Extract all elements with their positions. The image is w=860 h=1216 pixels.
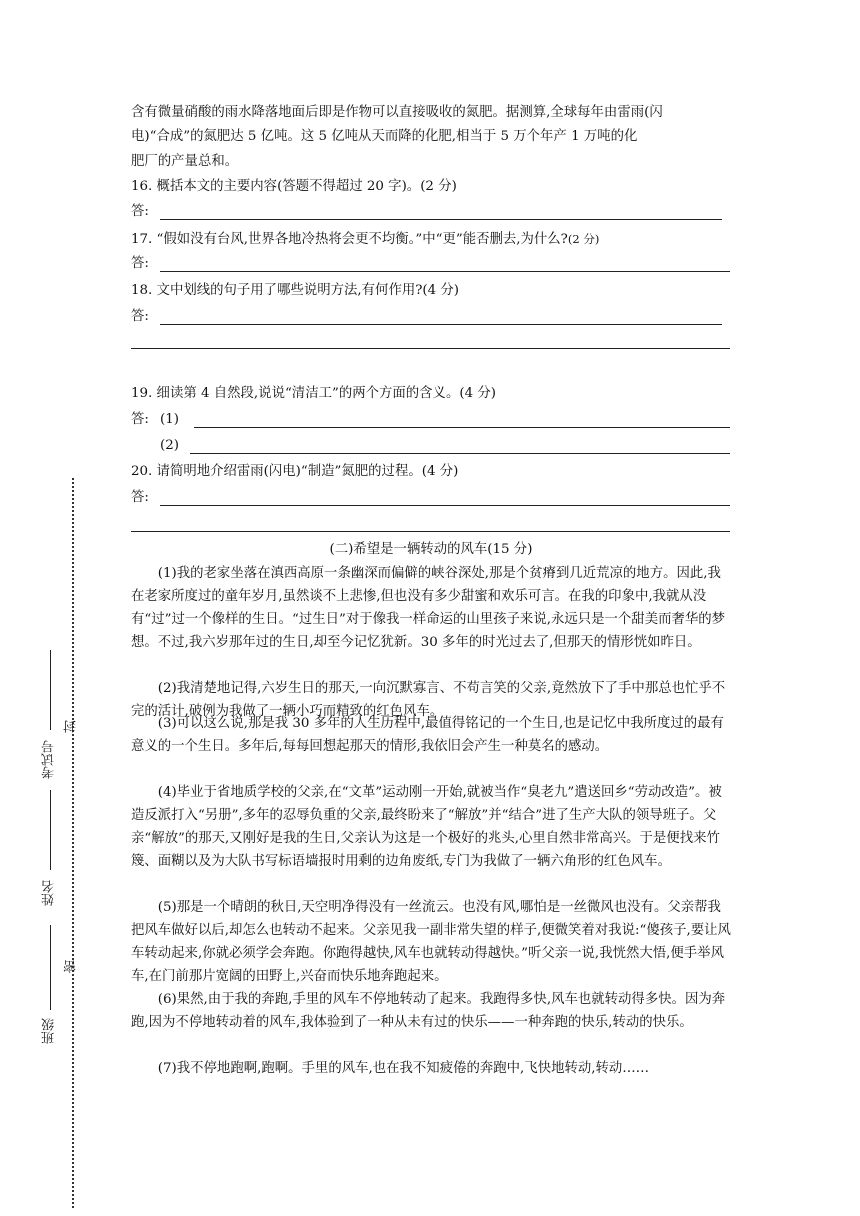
answer-label-20: 答: bbox=[131, 490, 149, 505]
section-2-title: (二)希望是一辆转动的风车(15 分) bbox=[329, 542, 533, 557]
paragraph-1: (1)我的老家坐落在滇西高原一条幽深而偏僻的峡谷深处,那是个贫瘠到几近荒凉的地方。因此,我在老家所度过的童年岁月,虽然谈不上悲惨,但也没有多少甜蜜和欢乐可言。在我的印象中,我就从没有“过”过一个像样的生日。“过生日”对于像我一样命运的山里孩子来说,永远只是一个甜美而奢华的梦想。不过,我六岁那年过的生日,却至今记忆犹新。30 多年的时光过去了,但那天的情形恍如昨日。 bbox=[131, 566, 726, 650]
exam-number-field[interactable] bbox=[50, 650, 51, 730]
question-19: 19. 细读第 4 自然段,说说“清洁工”的两个方面的含义。(4 分) bbox=[131, 386, 496, 401]
passage-line-1: 含有微量硝酸的雨水降落地面后即是作物可以直接吸收的氮肥。据测算,全球每年由雷雨(闪 bbox=[131, 105, 663, 120]
answer-line-18a[interactable] bbox=[160, 324, 722, 325]
answer-line-19-2[interactable] bbox=[190, 453, 730, 454]
answer-line-20b[interactable] bbox=[131, 531, 730, 532]
binding-dotted-line bbox=[72, 478, 74, 1208]
class-field[interactable] bbox=[50, 925, 51, 1010]
answer-label-17: 答: bbox=[131, 256, 149, 271]
question-17 bbox=[131, 228, 731, 251]
answer-label-16: 答: bbox=[131, 204, 149, 219]
passage-line-3: 肥厂的产量总和。 bbox=[131, 154, 239, 169]
question-17-score: (2 分) bbox=[567, 232, 600, 246]
paragraph-4: (4)毕业于省地质学校的父亲,在“文革”运动刚一开始,就被当作“臭老九”遣送回乡“劳动改造”。被造反派打入“另册”,多年的忍辱负重的父亲,最终盼来了“解放”并“结合”进了生产大队的领导班子。父亲“解放”的那天,又刚好是我的生日,父亲认为这是一个极好的兆头,心里自然非常高兴。于是便找来竹篾、面糊以及为大队书写标语墙报时用剩的边角废纸,专门为我做了一辆六角形的红色风车。 bbox=[131, 785, 722, 869]
name-field[interactable] bbox=[50, 790, 51, 870]
question-20: 20. 请简明地介绍雷雨(闪电)“制造”氮肥的过程。(4 分) bbox=[131, 464, 459, 479]
seal-mark: 封 bbox=[64, 720, 79, 733]
question-18: 18. 文中划线的句子用了哪些说明方法,有何作用?(4 分) bbox=[131, 283, 460, 298]
answer-line-16[interactable] bbox=[160, 219, 722, 220]
paragraph-6: (6)果然,由于我的奔跑,手里的风车不停地转动了起来。我跑得多快,风车也就转动得多快。因为奔跑,因为不停地转动着的风车,我体验到了一种从未有过的快乐——一种奔跑的快乐,转动的快乐。 bbox=[131, 992, 726, 1030]
passage-line-2: 电)“合成”的氮肥达 5 亿吨。这 5 亿吨从天而降的化肥,相当于 5 万个年产 1 万吨的化 bbox=[131, 129, 638, 144]
answer-line-19-1[interactable] bbox=[194, 427, 730, 428]
name-label: 姓名 bbox=[42, 880, 57, 906]
secret-mark: 密 bbox=[64, 960, 79, 973]
sub-answer-2-label: (2) bbox=[160, 438, 179, 453]
answer-label-18: 答: bbox=[131, 309, 149, 324]
answer-label-19: 答: bbox=[131, 412, 149, 427]
answer-line-18b[interactable] bbox=[131, 348, 730, 349]
paragraph-7: (7)我不停地跑啊,跑啊。手里的风车,也在我不知疲倦的奔跑中,飞快地转动,转动…… bbox=[157, 1061, 650, 1076]
question-17-text: 17. “假如没有台风,世界各地冷热将会更不均衡。”中“更”能否删去,为什么? bbox=[131, 232, 568, 247]
question-16: 16. 概括本文的主要内容(答题不得超过 20 字)。(2 分) bbox=[131, 179, 457, 194]
paragraph-5: (5)那是一个晴朗的秋日,天空明净得没有一丝流云。也没有风,哪怕是一丝微风也没有。父亲帮我把风车做好以后,却怎么也转动不起来。父亲见我一副非常失望的样子,便微笑着对我说:“傻孩子,要让风车转动起来,你就必须学会奔跑。你跑得越快,风车也就转动得越快。”听父亲一说,我恍然大悟,便手举风车,在门前那片宽阔的田野上,兴奋而快乐地奔跑起来。 bbox=[131, 900, 731, 984]
sub-answer-1-label: (1) bbox=[160, 412, 179, 427]
class-label: 班级 bbox=[42, 1018, 57, 1044]
answer-line-20a[interactable] bbox=[160, 505, 730, 506]
paragraph-3: (3)可以这么说,那是我 30 多年的人生历程中,最值得铭记的一个生日,也是记忆中我所度过的最有意义的一个生日。多年后,每每回想起那天的情形,我依旧会产生一种莫名的感动。 bbox=[131, 716, 724, 754]
answer-line-17[interactable] bbox=[160, 271, 730, 272]
exam-number-label: 考试号 bbox=[42, 740, 57, 779]
paragraph-2: (2)我清楚地记得,六岁生日的那天,一向沉默寡言、不苟言笑的父亲,竟然放下了手中那总也忙乎不完的活计,破例为我做了一辆小巧而精致的红色风车。 bbox=[131, 681, 726, 719]
